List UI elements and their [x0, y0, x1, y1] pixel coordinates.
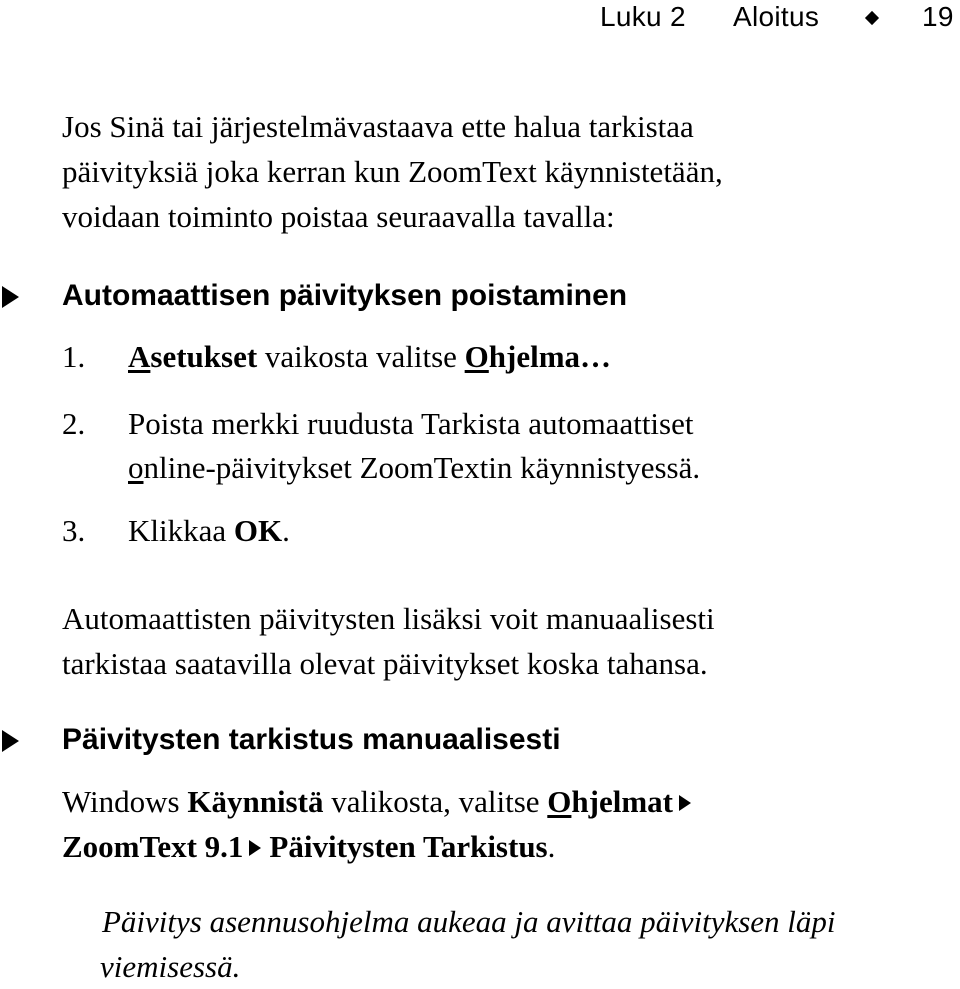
step-number: 1. — [62, 339, 86, 374]
step-text: Klikkaa — [128, 513, 234, 548]
procedure-heading-label: Automaattisen päivityksen poistaminen — [62, 279, 628, 312]
bullet-diamond-icon — [865, 11, 879, 25]
middle-paragraph — [62, 596, 942, 686]
instruction-period: . — [547, 829, 556, 864]
step-number: 3. — [62, 513, 86, 548]
instruction-text: Windows — [62, 784, 188, 819]
intro-line-3: voidaan toiminto poistaa seuraavalla tavalla: — [62, 199, 615, 234]
procedure-triangle-icon — [2, 286, 19, 308]
ok-button-label: OK — [233, 513, 283, 548]
step-text: vaikosta valitse — [257, 339, 465, 374]
start-menu-label: Käynnistä — [187, 784, 324, 819]
zoomtext-menu-label: ZoomText 9.1 — [62, 829, 244, 864]
menu-name-rest: setukset — [150, 339, 258, 374]
item-mnemonic: O — [464, 339, 489, 374]
note-line-1: Päivitys asennusohjelma aukeaa ja avittaa päivityksen läpi — [102, 904, 836, 939]
page-header — [0, 0, 960, 36]
procedure-heading-label: Päivitysten tarkistus manuaalisesti — [62, 723, 561, 756]
step-line-1: Poista merkki ruudusta Tarkista automaattiset — [128, 406, 694, 441]
step-number: 2. — [62, 406, 86, 441]
step-line-2 — [128, 446, 948, 490]
middle-line-1: Automaattisten päivitysten lisäksi voit manuaalisesti — [62, 601, 715, 636]
instruction-line-2 — [62, 824, 942, 869]
manual-check-instructions — [62, 779, 942, 869]
middle-line-2: tarkistaa saatavilla olevat päivitykset koska tahansa. — [62, 646, 708, 681]
menu-arrow-icon — [249, 840, 261, 856]
step-line-2-rest: nline-päivitykset ZoomTextin käynnistyessä. — [143, 450, 701, 485]
intro-line-1: Jos Sinä tai järjestelmävastaava ette halua tarkistaa — [62, 109, 694, 144]
step-body — [128, 335, 948, 379]
instruction-line-1 — [62, 779, 942, 824]
step-body — [128, 509, 948, 553]
checkbox-mnemonic: o — [128, 450, 144, 485]
page-number: 19 — [922, 1, 954, 32]
note-line-2: viemisessä. — [100, 949, 241, 984]
procedure-triangle-icon — [2, 730, 19, 752]
section-title: Aloitus — [733, 1, 820, 32]
programs-menu-label: hjelmat — [571, 784, 674, 819]
menu-mnemonic: A — [128, 339, 151, 374]
instruction-text: valikosta, valitse — [323, 784, 548, 819]
update-check-menu-label: Päivitysten Tarkistus — [269, 829, 548, 864]
step-period: . — [282, 513, 290, 548]
menu-mnemonic: O — [547, 784, 572, 819]
item-name-rest: hjelma… — [488, 339, 612, 374]
intro-paragraph — [62, 104, 942, 239]
intro-line-2: päivityksiä joka kerran kun ZoomText käynnistetään, — [62, 154, 723, 189]
chapter-label: Luku 2 — [600, 1, 686, 32]
step-body — [128, 402, 948, 490]
italic-note — [102, 899, 952, 989]
menu-arrow-icon — [679, 795, 691, 811]
